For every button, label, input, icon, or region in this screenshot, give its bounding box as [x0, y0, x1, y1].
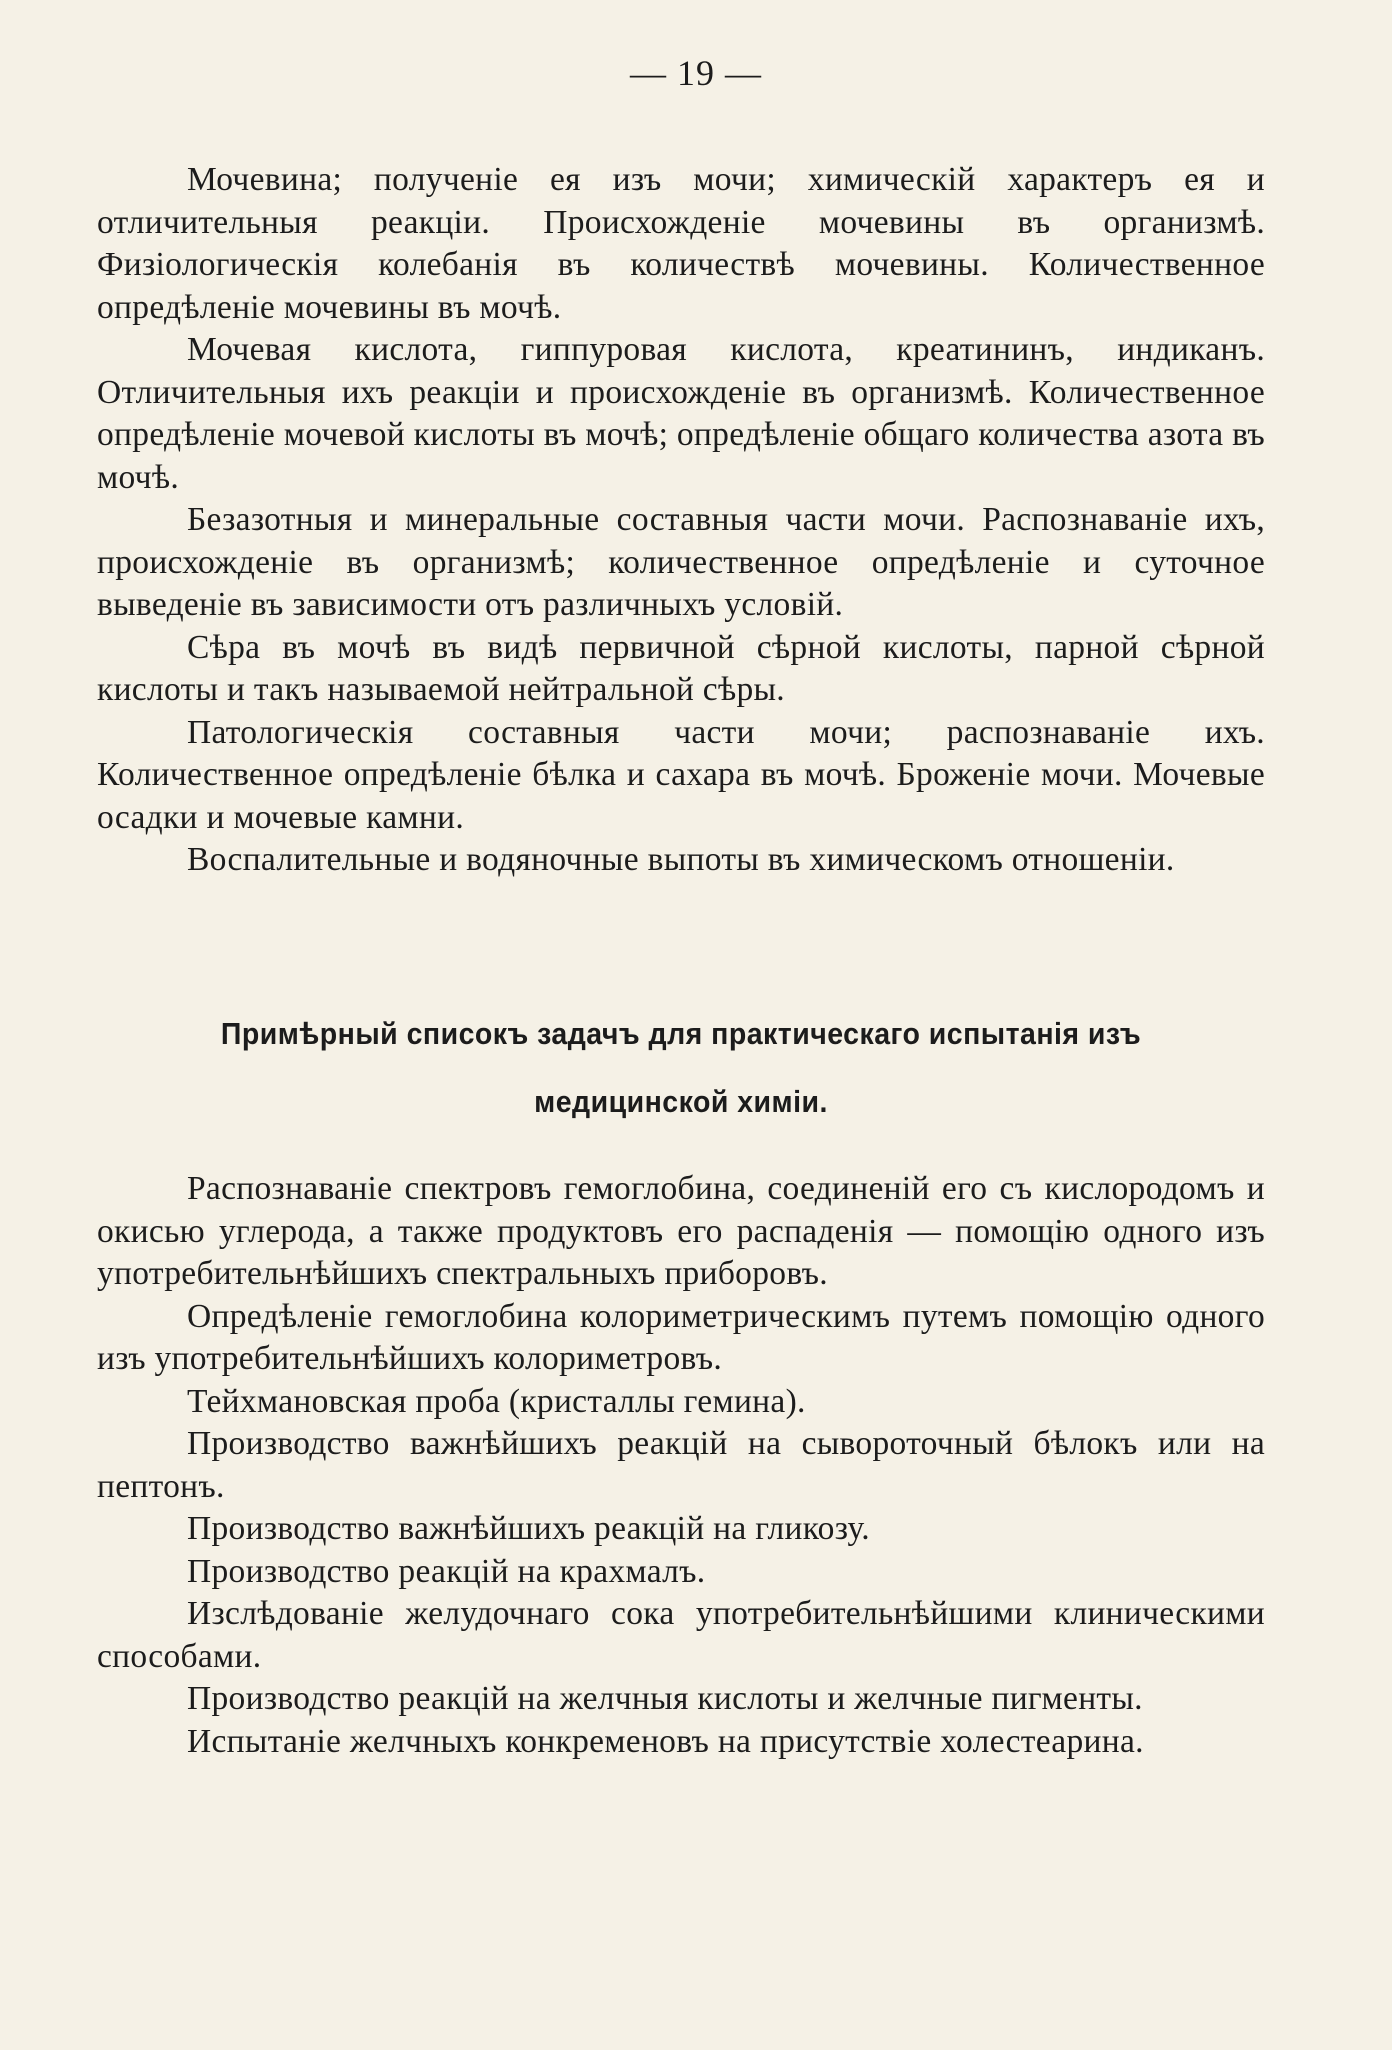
task-hemoglobin-colorimetry: Опредѣленіе гемоглобина колориметрическимъ путемъ помощію одного изъ употребительнѣйшихъ колориметровъ.: [97, 1297, 1265, 1377]
paragraph-effusions: Воспалительные и водяночные выпоты въ химическомъ отношеніи.: [187, 841, 1175, 878]
practical-tasks-list: [97, 1168, 1265, 1763]
paragraph-uric-acid: Мочевая кислота, гиппуровая кислота, креатининъ, индиканъ. Отличительныя ихъ реакціи и происхожденіе въ организмѣ. Количественное опредѣленіе мочевой кислоты въ мочѣ; опредѣленіе общаго количества азота въ мочѣ.: [97, 331, 1265, 496]
task-serum-protein: Производство важнѣйшихъ реакцій на сывороточный бѣлокъ или на пептонъ.: [97, 1425, 1265, 1505]
task-gallstones: Испытаніе желчныхъ конкременовъ на присутствіе холестеарина.: [187, 1722, 1144, 1760]
paragraph-pathological-parts: Патологическія составныя части мочи; распознаваніе ихъ. Количественное опредѣленіе бѣлка и сахара въ мочѣ. Броженіе мочи. Мочевые осадки и мочевые камни.: [97, 713, 1265, 836]
task-bile-acids: Производство реакцій на желчныя кислоты и желчные пигменты.: [187, 1680, 1143, 1717]
task-starch: Производство реакцій на крахмалъ.: [187, 1552, 706, 1590]
task-gastric-juice: Изслѣдованіе желудочнаго сока употребительнѣйшими клиническими способами.: [97, 1595, 1265, 1675]
page-number: — 19 —: [630, 53, 762, 93]
paragraph-nitrogen-free-parts: Безазотныя и минеральные составныя части мочи. Распознаваніе ихъ, происхожденіе въ организмѣ; количественное опредѣленіе и суточное выведеніе въ зависимости отъ различныхъ условій.: [97, 501, 1265, 623]
task-hemoglobin-spectra: Распознаваніе спектровъ гемоглобина, соединеній его съ кислородомъ и окисью углерода, а также продуктовъ его распаденія — помощію одного изъ употребительнѣйшихъ спектральныхъ приборовъ.: [97, 1170, 1265, 1292]
task-teichmann-test: Тейхмановская проба (кристаллы гемина).: [187, 1382, 806, 1420]
urine-chemistry-section: [97, 159, 1265, 882]
paragraph-urea: Мочевина; полученіе ея изъ мочи; химическій характеръ ея и отличительныя реакціи. Происхожденіе мочевины въ организмѣ. Физіологическія колебанія въ количествѣ мочевины. Количественное опредѣленіе мочевины въ мочѣ.: [97, 161, 1265, 326]
paragraph-sulfur: Сѣра въ мочѣ въ видѣ первичной сѣрной кислоты, парной сѣрной кислоты и такъ называемой нейтральной сѣры.: [97, 628, 1265, 708]
task-glucose: Производство важнѣйшихъ реакцій на гликозу.: [187, 1510, 870, 1547]
section-heading: Примѣрный списокъ задачъ для практическаго испытанія изъ медицинской химіи.: [220, 1016, 1142, 1119]
